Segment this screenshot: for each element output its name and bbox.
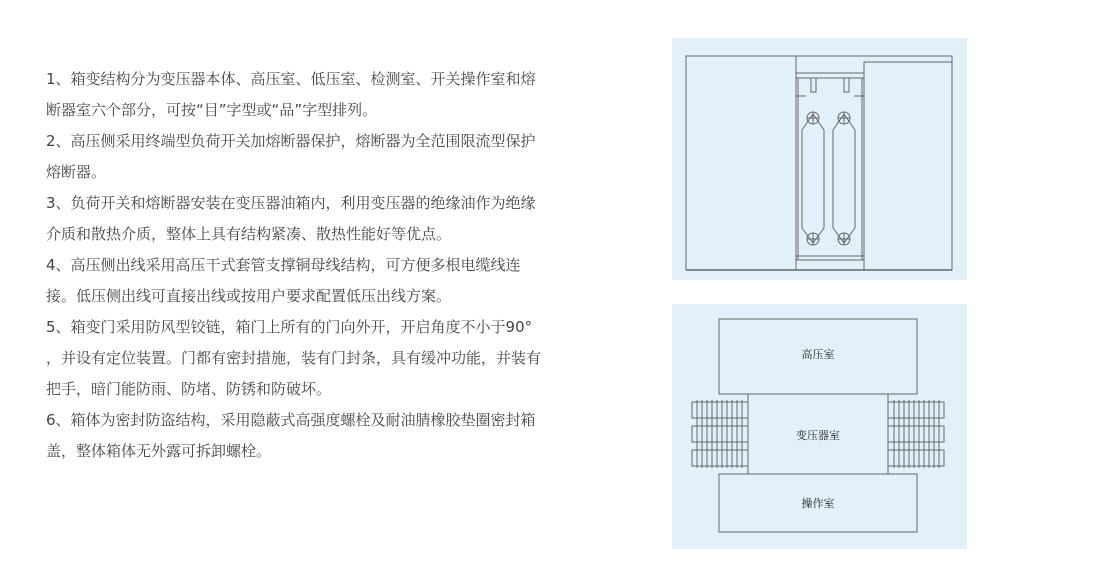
plan-diagram-panel (672, 304, 967, 549)
elevation-diagram-panel (672, 38, 967, 280)
paragraph-3: 3、负荷开关和熔断器安装在变压器油箱内，利用变压器的绝缘油作为绝缘介质和散热介质，整体上具有结构紧凑、散热性能好等优点。 (46, 194, 536, 243)
paragraph-4: 4、高压侧出线采用高压干式套管支撑铜母线结构，可方便多根电缆线连接。低压侧出线可直接出线或按用户要求配置低压出线方案。 (46, 256, 521, 305)
radiator-fin-right (833, 114, 855, 243)
radiator-bank-right (888, 400, 944, 468)
elevation-drawing (672, 38, 967, 280)
transformer-room-label: 变压器室 (796, 429, 840, 442)
right-door (864, 62, 952, 270)
description-text (46, 64, 546, 467)
paragraph-2: 2、高压侧采用终端型负荷开关加熔断器保护，熔断器为全范围限流型保护熔断器。 (46, 132, 536, 181)
high-voltage-room-label: 高压室 (801, 348, 835, 361)
paragraph-6: 6、箱体为密封防盗结构，采用隐蔽式高强度螺栓及耐油腈橡胶垫圈密封箱盖，整体箱体无外露可拆卸螺栓。 (46, 411, 536, 460)
left-door (686, 56, 796, 270)
paragraph-1: 1、箱变结构分为变压器本体、高压室、低压室、检测室、开关操作室和熔断器室六个部分，可按“目”字型或“品”字型排列。 (46, 70, 536, 119)
paragraph-5: 5、箱变门采用防风型铰链，箱门上所有的门向外开，开启角度不小于90° ，并设有定位装置。门都有密封措施，装有门封条，具有缓冲功能，并装有把手，暗门能防雨、防堵、防锈和防破坏。 (46, 318, 542, 398)
radiator-fin-left (802, 114, 824, 243)
operation-room-label: 操作室 (801, 497, 835, 510)
radiator-bank-left (692, 400, 748, 468)
